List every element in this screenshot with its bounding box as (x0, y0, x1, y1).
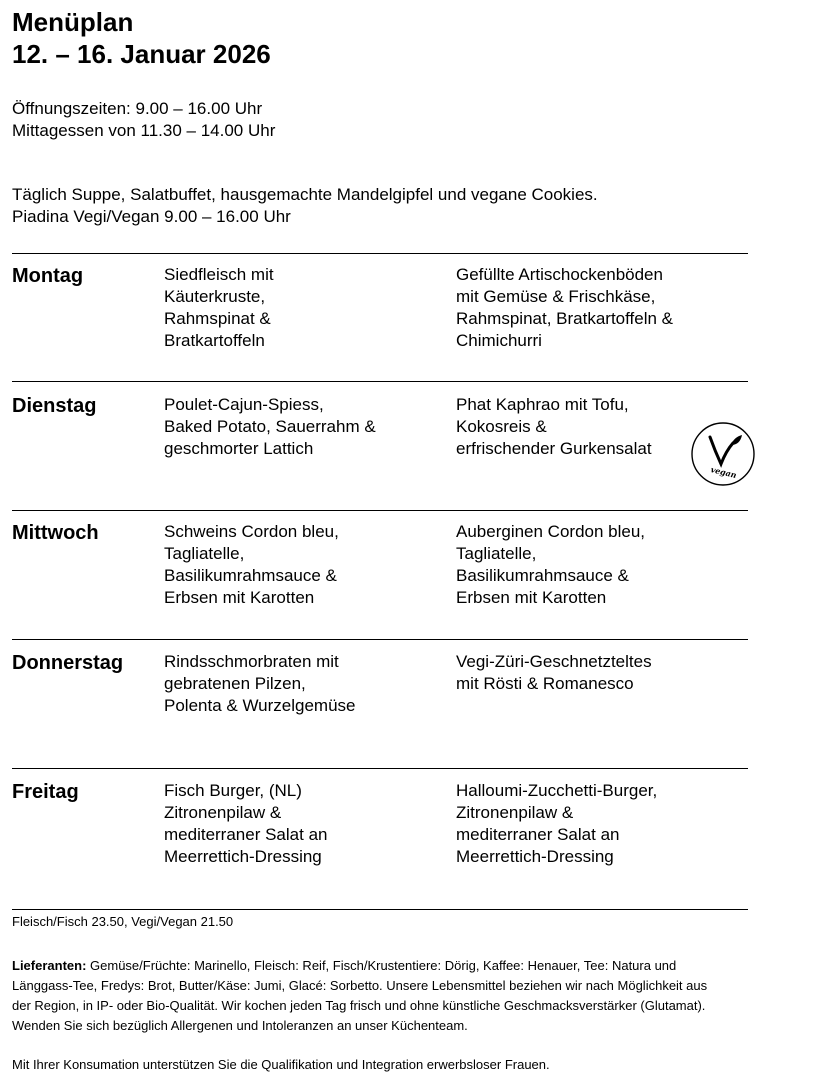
dish-line: geschmorter Lattich (164, 439, 314, 458)
wednesday-meat-dish (164, 521, 434, 609)
divider (12, 909, 748, 910)
dish-line: mit Rösti & Romanesco (456, 674, 634, 693)
daily-line-2: Piadina Vegi/Vegan 9.00 – 16.00 Uhr (12, 207, 291, 226)
dish-line: Käuterkruste, (164, 287, 266, 306)
dish-line: Chimichurri (456, 331, 542, 350)
divider (12, 253, 748, 254)
dish-line: Auberginen Cordon bleu, (456, 522, 646, 541)
dish-line: Fisch Burger, (NL) (164, 781, 302, 800)
dish-line: Schweins Cordon bleu, (164, 522, 339, 541)
hours-line-1: Öffnungszeiten: 9.00 – 16.00 Uhr (12, 99, 263, 118)
suppliers-text: Gemüse/Früchte: Marinello, Fleisch: Reif, Fisch/Krustentiere: Dörig, Kaffee: Henauer, Tee: Natura und (90, 958, 677, 973)
footer-note: Mit Ihrer Konsumation unterstützen Sie die Qualifikation und Integration erwerbsloser Frauen. (12, 1057, 550, 1072)
tuesday-meat-dish (164, 394, 434, 460)
dish-line: Siedfleisch mit (164, 265, 274, 284)
suppliers-text: Wenden Sie sich bezüglich Allergenen und Intoleranzen an unser Küchenteam. (12, 1018, 468, 1033)
day-friday: Freitag (12, 781, 79, 803)
opening-hours (12, 98, 275, 142)
dish-line: Meerrettich-Dressing (164, 847, 322, 866)
dish-line: mit Gemüse & Frischkäse, (456, 287, 656, 306)
wednesday-veg-dish (456, 521, 756, 609)
dish-line: Erbsen mit Karotten (164, 588, 315, 607)
title-line-1: Menüplan (12, 7, 134, 37)
dish-line: Kokosreis & (456, 417, 547, 436)
vegan-icon (690, 421, 756, 487)
dish-line: Basilikumrahmsauce & (164, 566, 337, 585)
dish-line: mediterraner Salat an (164, 825, 328, 844)
suppliers-text: der Region, in IP- oder Bio-Qualität. Wir kochen jeden Tag frisch und ohne künstliche Geschmacksverstärker (Glutamat). (12, 998, 706, 1013)
day-wednesday: Mittwoch (12, 522, 99, 544)
monday-meat-dish (164, 264, 434, 352)
dish-line: Rahmspinat, Bratkartoffeln & (456, 309, 674, 328)
thursday-veg-dish (456, 651, 756, 695)
thursday-meat-dish (164, 651, 434, 717)
divider (12, 381, 748, 382)
dish-line: Gefüllte Artischockenböden (456, 265, 663, 284)
dish-line: Baked Potato, Sauerrahm & (164, 417, 376, 436)
dish-line: Rindsschmorbraten mit (164, 652, 339, 671)
friday-meat-dish (164, 780, 434, 868)
prices: Fleisch/Fisch 23.50, Vegi/Vegan 21.50 (12, 914, 234, 929)
friday-veg-dish (456, 780, 756, 868)
suppliers-label: Lieferanten: (12, 958, 87, 973)
dish-line: Vegi-Züri-Geschnetzteltes (456, 652, 652, 671)
suppliers-text: Länggass-Tee, Fredys: Brot, Butter/Käse: Jumi, Glacé: Sorbetto. Unsere Lebensmittel beziehen wir nach Möglichkeit aus (12, 978, 708, 993)
dish-line: Phat Kaphrao mit Tofu, (456, 395, 629, 414)
dish-line: Zitronenpilaw & (456, 803, 574, 822)
dish-line: Basilikumrahmsauce & (456, 566, 629, 585)
hours-line-2: Mittagessen von 11.30 – 14.00 Uhr (12, 121, 276, 140)
vegan-badge-text: vegan (709, 464, 738, 481)
dish-line: Zitronenpilaw & (164, 803, 282, 822)
title-line-2: 12. – 16. Januar 2026 (12, 39, 271, 69)
dish-line: Bratkartoffeln (164, 331, 265, 350)
page-title (12, 6, 271, 70)
daily-line-1: Täglich Suppe, Salatbuffet, hausgemachte Mandelgipfel und vegane Cookies. (12, 185, 598, 204)
dish-line: Erbsen mit Karotten (456, 588, 607, 607)
suppliers-info (12, 956, 824, 1036)
dish-line: Tagliatelle, (164, 544, 245, 563)
monday-veg-dish (456, 264, 756, 352)
divider (12, 639, 748, 640)
dish-line: Tagliatelle, (456, 544, 537, 563)
dish-line: Halloumi-Zucchetti-Burger, (456, 781, 658, 800)
dish-line: Polenta & Wurzelgemüse (164, 696, 356, 715)
dish-line: mediterraner Salat an (456, 825, 620, 844)
dish-line: Poulet-Cajun-Spiess, (164, 395, 324, 414)
dish-line: Rahmspinat & (164, 309, 271, 328)
dish-line: Meerrettich-Dressing (456, 847, 614, 866)
dish-line: gebratenen Pilzen, (164, 674, 306, 693)
daily-offer (12, 184, 598, 228)
day-monday: Montag (12, 265, 84, 287)
day-tuesday: Dienstag (12, 395, 97, 417)
divider (12, 768, 748, 769)
day-thursday: Donnerstag (12, 652, 124, 674)
dish-line: erfrischender Gurkensalat (456, 439, 652, 458)
divider (12, 510, 748, 511)
